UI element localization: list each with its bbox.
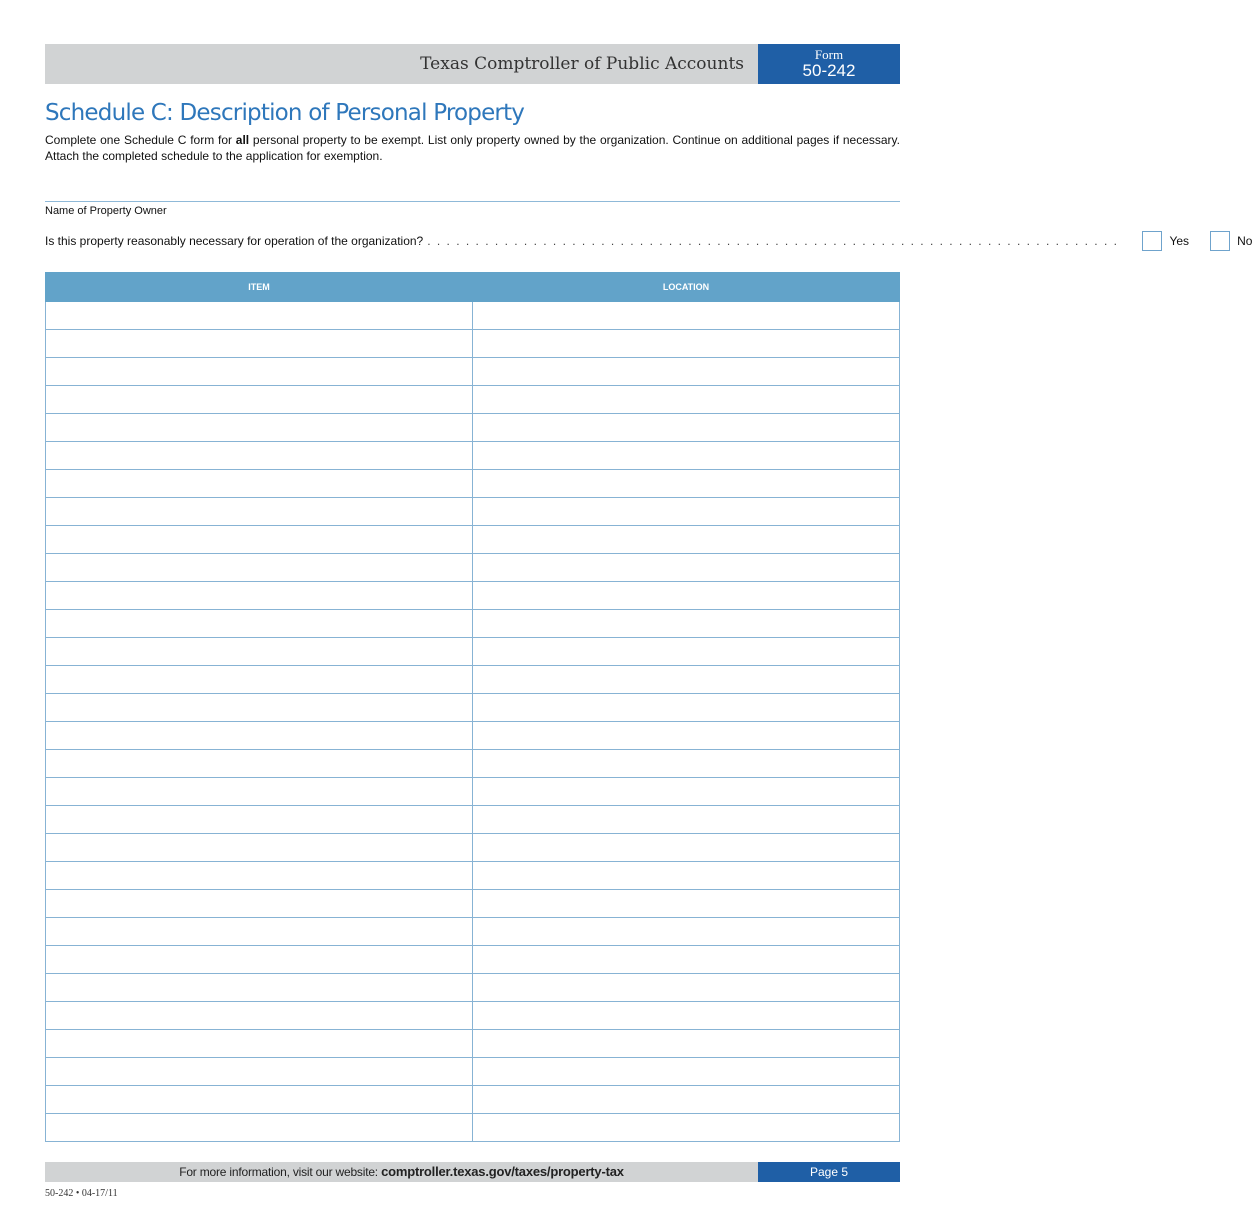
table-row bbox=[46, 862, 900, 890]
item-cell[interactable] bbox=[46, 442, 473, 470]
location-cell[interactable] bbox=[473, 806, 900, 834]
form-header bbox=[45, 44, 900, 84]
item-cell[interactable] bbox=[46, 638, 473, 666]
personal-property-table bbox=[45, 272, 900, 1142]
table-row bbox=[46, 526, 900, 554]
yes-choice bbox=[1122, 231, 1189, 251]
table-row bbox=[46, 554, 900, 582]
location-cell[interactable] bbox=[473, 470, 900, 498]
location-cell[interactable] bbox=[473, 442, 900, 470]
property-owner-label: Name of Property Owner bbox=[45, 205, 167, 217]
item-cell[interactable] bbox=[46, 470, 473, 498]
table-row bbox=[46, 386, 900, 414]
location-cell[interactable] bbox=[473, 666, 900, 694]
location-cell[interactable] bbox=[473, 610, 900, 638]
table-row bbox=[46, 778, 900, 806]
table-row bbox=[46, 470, 900, 498]
location-cell[interactable] bbox=[473, 1086, 900, 1114]
item-cell[interactable] bbox=[46, 694, 473, 722]
table-row bbox=[46, 1086, 900, 1114]
item-cell[interactable] bbox=[46, 890, 473, 918]
website-url: comptroller.texas.gov/taxes/property-tax bbox=[381, 1164, 624, 1179]
item-cell[interactable] bbox=[46, 610, 473, 638]
table-row bbox=[46, 498, 900, 526]
item-cell[interactable] bbox=[46, 750, 473, 778]
item-cell[interactable] bbox=[46, 778, 473, 806]
table-row bbox=[46, 1002, 900, 1030]
no-checkbox[interactable] bbox=[1210, 231, 1230, 251]
item-cell[interactable] bbox=[46, 582, 473, 610]
item-cell[interactable] bbox=[46, 722, 473, 750]
location-cell[interactable] bbox=[473, 582, 900, 610]
item-cell[interactable] bbox=[46, 330, 473, 358]
property-owner-field[interactable] bbox=[45, 201, 900, 202]
item-cell[interactable] bbox=[46, 1114, 473, 1142]
table-row bbox=[46, 610, 900, 638]
location-column-header: LOCATION bbox=[473, 273, 900, 302]
form-revision-id: 50-242 • 04-17/11 bbox=[45, 1188, 118, 1199]
dot-leader: . . . . . . . . . . . . . . . . . . . . . . . . . . . . . . . . . . . . . . . . . . . . . . . . . . . . . . . . . . . . . . . . . . . . . . . . bbox=[427, 234, 1119, 248]
table-row bbox=[46, 1114, 900, 1142]
no-choice bbox=[1189, 231, 1252, 251]
table-row bbox=[46, 358, 900, 386]
item-cell[interactable] bbox=[46, 1086, 473, 1114]
location-cell[interactable] bbox=[473, 722, 900, 750]
table-row bbox=[46, 694, 900, 722]
form-label: Form bbox=[814, 47, 844, 62]
location-cell[interactable] bbox=[473, 1058, 900, 1086]
necessity-question bbox=[45, 230, 1252, 252]
location-cell[interactable] bbox=[473, 358, 900, 386]
item-cell[interactable] bbox=[46, 806, 473, 834]
table-row bbox=[46, 638, 900, 666]
yes-checkbox[interactable] bbox=[1142, 231, 1162, 251]
table-row bbox=[46, 834, 900, 862]
table-row bbox=[46, 806, 900, 834]
item-cell[interactable] bbox=[46, 974, 473, 1002]
agency-name: Texas Comptroller of Public Accounts bbox=[420, 54, 744, 74]
item-cell[interactable] bbox=[46, 1002, 473, 1030]
location-cell[interactable] bbox=[473, 302, 900, 330]
table-row bbox=[46, 750, 900, 778]
page-number: Page 5 bbox=[758, 1162, 900, 1182]
item-cell[interactable] bbox=[46, 666, 473, 694]
page-title: Schedule C: Description of Personal Property bbox=[45, 100, 525, 126]
item-cell[interactable] bbox=[46, 414, 473, 442]
table-row bbox=[46, 1030, 900, 1058]
necessity-question-text: Is this property reasonably necessary for operation of the organization? bbox=[45, 234, 424, 248]
table-row bbox=[46, 946, 900, 974]
location-cell[interactable] bbox=[473, 694, 900, 722]
item-cell[interactable] bbox=[46, 834, 473, 862]
table-row bbox=[46, 918, 900, 946]
item-cell[interactable] bbox=[46, 1058, 473, 1086]
item-cell[interactable] bbox=[46, 918, 473, 946]
location-cell[interactable] bbox=[473, 862, 900, 890]
location-cell[interactable] bbox=[473, 498, 900, 526]
table-body bbox=[46, 302, 900, 1142]
form-number: 50-242 bbox=[802, 61, 856, 80]
location-cell[interactable] bbox=[473, 750, 900, 778]
item-cell[interactable] bbox=[46, 498, 473, 526]
location-cell[interactable] bbox=[473, 330, 900, 358]
location-cell[interactable] bbox=[473, 1002, 900, 1030]
location-cell[interactable] bbox=[473, 974, 900, 1002]
no-label: No bbox=[1237, 234, 1252, 248]
item-cell[interactable] bbox=[46, 358, 473, 386]
intro-text-start: Complete one Schedule C form for bbox=[45, 133, 236, 147]
item-cell[interactable] bbox=[46, 526, 473, 554]
table-header-row bbox=[46, 273, 900, 302]
item-column-header: ITEM bbox=[46, 273, 473, 302]
location-cell[interactable] bbox=[473, 918, 900, 946]
table-row bbox=[46, 974, 900, 1002]
table-row bbox=[46, 582, 900, 610]
location-cell[interactable] bbox=[473, 778, 900, 806]
page-footer bbox=[45, 1162, 900, 1182]
item-cell[interactable] bbox=[46, 554, 473, 582]
intro-text-end: personal property to be exempt. List only property owned by the organization. Continue on additional pages if necessary. Attach the completed schedule to the application for exemption. bbox=[45, 133, 900, 163]
location-cell[interactable] bbox=[473, 638, 900, 666]
item-cell[interactable] bbox=[46, 386, 473, 414]
location-cell[interactable] bbox=[473, 414, 900, 442]
location-cell[interactable] bbox=[473, 946, 900, 974]
footer-info bbox=[45, 1162, 758, 1182]
table-row bbox=[46, 890, 900, 918]
item-cell[interactable] bbox=[46, 1030, 473, 1058]
table-row bbox=[46, 666, 900, 694]
form-number-box bbox=[758, 44, 900, 84]
location-cell[interactable] bbox=[473, 890, 900, 918]
item-cell[interactable] bbox=[46, 946, 473, 974]
location-cell[interactable] bbox=[473, 1114, 900, 1142]
footer-info-text: For more information, visit our website: bbox=[179, 1165, 382, 1179]
table-row bbox=[46, 722, 900, 750]
item-cell[interactable] bbox=[46, 302, 473, 330]
intro-instructions bbox=[45, 133, 900, 164]
table-row bbox=[46, 1058, 900, 1086]
item-cell[interactable] bbox=[46, 862, 473, 890]
table-row bbox=[46, 442, 900, 470]
location-cell[interactable] bbox=[473, 386, 900, 414]
location-cell[interactable] bbox=[473, 1030, 900, 1058]
location-cell[interactable] bbox=[473, 526, 900, 554]
table-row bbox=[46, 414, 900, 442]
location-cell[interactable] bbox=[473, 834, 900, 862]
yes-label: Yes bbox=[1169, 234, 1190, 248]
table-row bbox=[46, 302, 900, 330]
table-row bbox=[46, 330, 900, 358]
intro-emphasis: all bbox=[235, 133, 250, 147]
location-cell[interactable] bbox=[473, 554, 900, 582]
